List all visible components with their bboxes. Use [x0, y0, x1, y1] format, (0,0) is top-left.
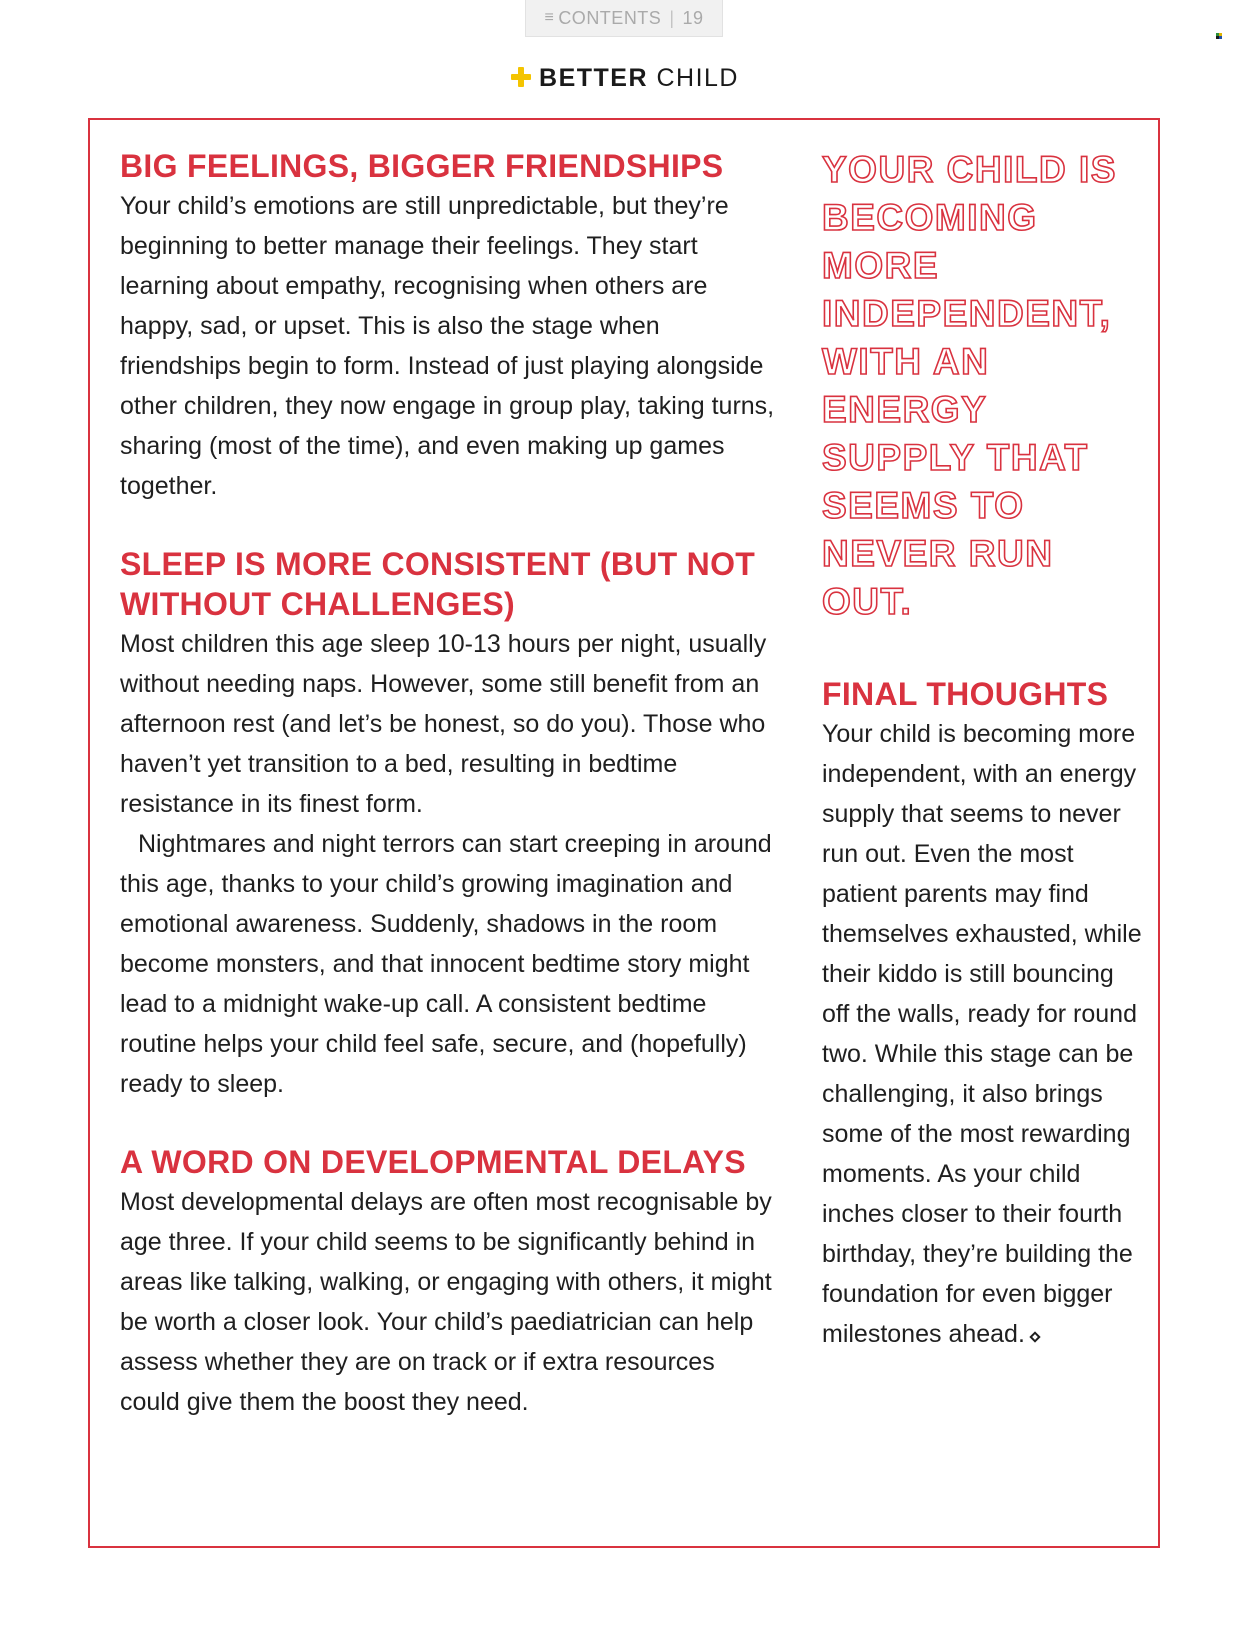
brand-light: CHILD	[656, 64, 739, 92]
final-body: Your child is becoming more independent, with an energy supply that seems to never run out. Even the most patient parents may find themselves exhausted, while their kiddo is still bouncing off the walls, ready for round two. While this stage can be challenging, it also brings some of the most rewarding moments. As your child inches closer to their fourth birthday, they’re building the foundation for even bigger milestones ahead.	[822, 720, 1142, 1348]
right-column	[822, 146, 1142, 1354]
contents-tab[interactable]	[525, 0, 723, 37]
section-paragraph: Most children this age sleep 10-13 hours per night, usually without needing naps. However, some still benefit from an afternoon rest (and let’s be honest, so do you). Those who haven’t yet transition to a bed, resulting in bedtime resistance in its finest form.	[120, 630, 767, 818]
section-final-thoughts	[822, 674, 1142, 1354]
plus-cross-icon	[511, 67, 531, 87]
section-paragraph: Most developmental delays are often most recognisable by age three. If your child seems to be significantly behind in areas like talking, walking, or engaging with others, it might be worth a closer look. Your child’s paediatrician can help assess whether they are on track or if extra resources could give them the boost they need.	[120, 1188, 772, 1416]
section-heading: SLEEP IS MORE CONSISTENT (BUT NOT WITHOUT CHALLENGES)	[120, 546, 756, 622]
contents-label: CONTENTS	[558, 7, 662, 28]
section-heading: BIG FEELINGS, BIGGER FRIENDSHIPS	[120, 148, 724, 184]
section-paragraph: Nightmares and night terrors can start creeping in around this age, thanks to your child’s growing imagination and emotional awareness. Suddenly, shadows in the room become monsters, and that innocent bedtime story might lead to a midnight wake-up call. A consistent bedtime routine helps your child feel safe, secure, and (hopefully) ready to sleep.	[120, 830, 772, 1098]
menu-icon: ≡	[544, 9, 555, 26]
pull-quote: YOUR CHILD IS BECOMING MORE INDEPENDENT, WITH AN ENERGY SUPPLY THAT SEEMS TO NEVER RUN OUT.	[822, 149, 1117, 622]
page-number: 19	[682, 7, 704, 28]
section-paragraph	[822, 714, 1142, 1354]
section-heading: FINAL THOUGHTS	[822, 676, 1109, 712]
tab-divider: |	[669, 7, 675, 28]
end-mark-icon	[1029, 1331, 1041, 1343]
section-feelings	[120, 146, 780, 506]
left-column	[120, 146, 780, 1460]
section-sleep	[120, 544, 780, 1104]
section-paragraph: Your child’s emotions are still unpredictable, but they’re beginning to better manage their feelings. They start learning about empathy, recognising when others are happy, sad, or upset. This is also the stage when friendships begin to form. Instead of just playing alongside other children, they now engage in group play, taking turns, sharing (most of the time), and even making up games together.	[120, 192, 775, 500]
brand-bold: BETTER	[539, 64, 649, 92]
section-header	[0, 64, 1250, 93]
corner-mark-icon	[1216, 33, 1223, 40]
section-heading: A WORD ON DEVELOPMENTAL DELAYS	[120, 1144, 746, 1180]
section-delays	[120, 1142, 780, 1422]
